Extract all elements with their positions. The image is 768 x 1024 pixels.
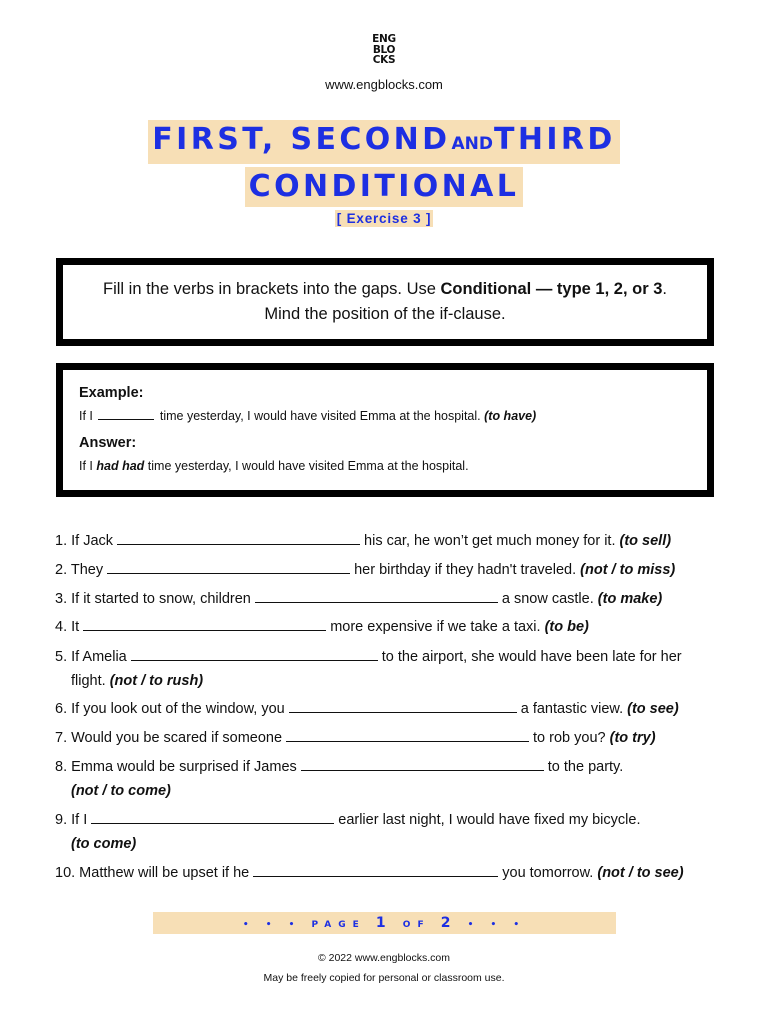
title-part-2: THIRD — [493, 122, 616, 157]
question-text: her birthday if they hadn't traveled. — [354, 562, 577, 578]
logo-line-3: CKS — [372, 54, 396, 66]
example-box — [56, 363, 714, 497]
answer-blank[interactable] — [253, 865, 498, 877]
page-word: PAGE — [311, 920, 366, 930]
verb-hint: (to see) — [627, 701, 679, 717]
title-highlight-2: CONDITIONAL — [245, 167, 524, 207]
verb-hint: (to try) — [609, 730, 656, 746]
question-9 — [55, 811, 640, 829]
page-dots-left: • • • — [242, 920, 302, 930]
question-text: 6. If you look out of the window, you — [55, 701, 285, 717]
question-5-continued — [71, 672, 203, 690]
question-2 — [55, 561, 675, 579]
instructions-box — [56, 258, 714, 346]
question-text: to the airport, she would have been late for her — [381, 649, 682, 665]
question-text: his car, he won’t get much money for it. — [364, 533, 616, 549]
answer-fill: had had — [96, 459, 145, 473]
answer-blank[interactable] — [286, 730, 529, 742]
question-text: flight. — [71, 673, 106, 689]
question-text: 3. If it started to snow, children — [55, 591, 251, 607]
question-7 — [55, 729, 656, 747]
question-text: more expensive if we take a taxi. — [330, 619, 541, 635]
example-blank — [98, 410, 154, 420]
verb-hint: (to make) — [597, 591, 663, 607]
question-3 — [55, 590, 662, 608]
answer-blank[interactable] — [117, 533, 360, 545]
question-text: a snow castle. — [501, 591, 594, 607]
verb-hint: (not / to come) — [71, 783, 171, 799]
page-dots-right: • • • — [467, 920, 527, 930]
example-end: time yesterday, I would have visited Emma at the hospital. — [159, 409, 481, 423]
answer-blank[interactable] — [255, 591, 498, 603]
question-text: to the party. — [547, 759, 624, 775]
question-4 — [55, 618, 589, 636]
answer-blank[interactable] — [301, 759, 544, 771]
question-text: 5. If Amelia — [55, 649, 127, 665]
question-text: a fantastic view. — [520, 701, 624, 717]
title-highlight-1 — [148, 120, 619, 164]
question-text: to rob you? — [533, 730, 606, 746]
example-label: Example: — [79, 385, 144, 401]
footer-note: May be freely copied for personal or classroom use. — [263, 972, 505, 984]
instructions-text-after: . Mind the position of the if-clause. — [264, 280, 667, 323]
question-6 — [55, 700, 679, 718]
question-1 — [55, 532, 671, 550]
verb-hint: (not / to rush) — [109, 673, 204, 689]
answer-end: time yesterday, I would have visited Emma at the hospital. — [147, 459, 469, 473]
example-hint: (to have) — [484, 409, 537, 423]
page-total: 2 — [440, 915, 458, 931]
question-9-continued — [71, 835, 136, 853]
verb-hint: (not / to see) — [597, 865, 684, 881]
exercise-badge: [ Exercise 3 ] — [336, 211, 432, 226]
answer-sentence — [79, 458, 691, 474]
engblocks-logo — [365, 34, 403, 66]
question-10 — [55, 864, 684, 882]
question-text: earlier last night, I would have fixed my bicycle. — [338, 812, 641, 828]
verb-hint: (to be) — [544, 619, 589, 635]
question-text: 9. If I — [55, 812, 88, 828]
question-text: 8. Emma would be surprised if James — [55, 759, 297, 775]
exercise-label — [0, 210, 768, 228]
example-sentence — [79, 408, 691, 424]
question-text: 1. If Jack — [55, 533, 114, 549]
page-current: 1 — [375, 915, 393, 931]
verb-hint: (to sell) — [619, 533, 672, 549]
footer-copyright: © 2022 www.engblocks.com — [317, 952, 451, 964]
site-url[interactable]: www.engblocks.com — [325, 77, 443, 92]
answer-blank[interactable] — [107, 562, 350, 574]
question-text: you tomorrow. — [502, 865, 594, 881]
title-line-1 — [0, 120, 768, 164]
verb-hint: (not / to miss) — [580, 562, 676, 578]
question-8 — [55, 758, 623, 776]
question-text: 10. Matthew will be upset if he — [55, 865, 250, 881]
title-part-1: FIRST, SECOND — [152, 122, 451, 157]
logo-line-2: BLO — [372, 43, 396, 56]
page-of-word: OF — [402, 920, 431, 930]
title-line-2 — [0, 167, 768, 207]
question-8-continued — [71, 782, 171, 800]
title-and: AND — [451, 134, 493, 154]
answer-label: Answer: — [79, 435, 137, 451]
answer-blank[interactable] — [289, 701, 517, 713]
answer-blank[interactable] — [83, 619, 326, 631]
question-5 — [55, 648, 682, 666]
answer-blank[interactable] — [91, 812, 334, 824]
logo-line-1: ENG — [372, 33, 396, 45]
question-text: 4. It — [55, 619, 80, 635]
instructions-bold: Conditional — type 1, 2, or 3 — [440, 280, 663, 298]
answer-blank[interactable] — [131, 649, 378, 661]
page-indicator — [153, 912, 616, 934]
answer-start: If I — [79, 459, 93, 473]
instructions-text-before: Fill in the verbs in brackets into the gaps. Use — [103, 280, 441, 298]
example-start: If I — [79, 409, 93, 423]
verb-hint: (to come) — [71, 836, 137, 852]
question-text: 2. They — [55, 562, 104, 578]
question-text: 7. Would you be scared if someone — [55, 730, 283, 746]
